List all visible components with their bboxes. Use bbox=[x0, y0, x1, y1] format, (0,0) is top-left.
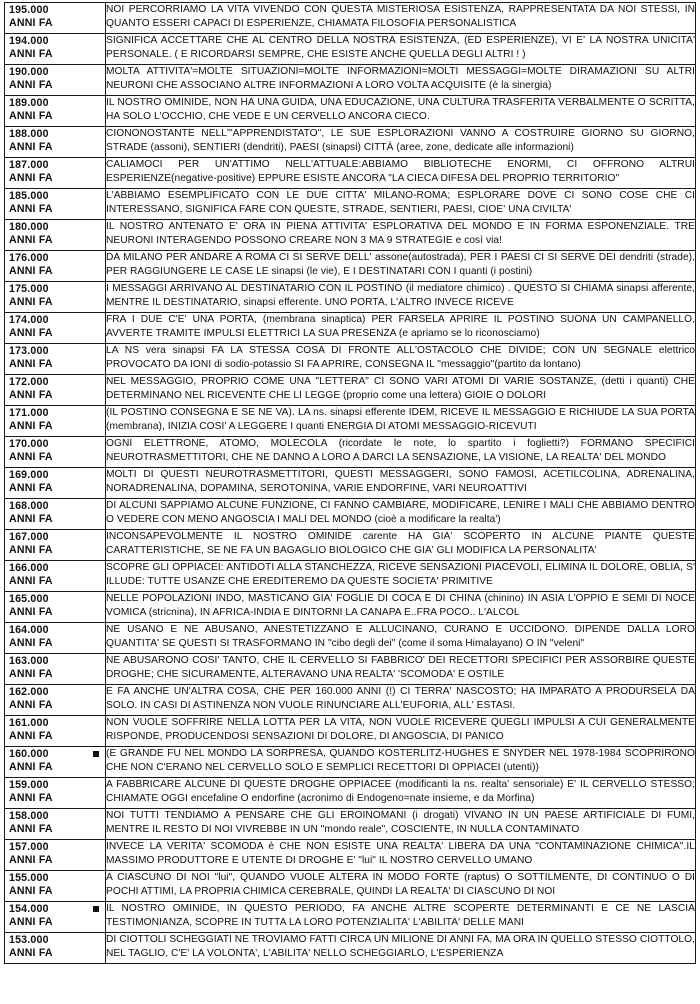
timeline-row bbox=[5, 375, 696, 406]
years-ago-label: ANNI FA bbox=[9, 265, 53, 277]
row-text: SCOPRE GLI OPPIACEI: ANTIDOTI ALLA STANCHEZZA, RICEVE SENSAZIONI PIACEVOLI, ELIMINA IL DOLORE, OBLIA, S' ILLUDE: TUTTE USANZE CHE EREDITEREMO DA QUESTE SOCIETA' PRIMITIVE bbox=[106, 562, 695, 587]
year-value: 162.000 bbox=[9, 686, 49, 698]
row-text: E FA ANCHE UN'ALTRA COSA, CHE PER 160.000 ANNI (!) CI TERRA' NASCOSTO; HA IMPARATO A PRODURSELA DA SOLO. IN CASI DI ASTINENZA NON VUOLE RINUNCIARE ALL'EUFORIA, ALL' ESTASI. bbox=[106, 686, 695, 711]
years-ago-label: ANNI FA bbox=[9, 327, 53, 339]
date-cell bbox=[5, 468, 106, 499]
timeline-row bbox=[5, 716, 696, 747]
text-cell bbox=[106, 158, 696, 189]
years-ago-label: ANNI FA bbox=[9, 761, 53, 773]
text-cell bbox=[106, 902, 696, 933]
years-ago-label: ANNI FA bbox=[9, 575, 53, 587]
row-text: NE ABUSARONO COSI' TANTO, CHE IL CERVELLO SI FABBRICO' DEI RECETTORI SPECIFICI PER ASSORBIRE QUESTE DROGHE; CHE SICURAMENTE, ALTERAVANO UNA REALTA' 'SCOMODA' E OSTILE bbox=[106, 655, 695, 680]
year-value: 176.000 bbox=[9, 252, 49, 264]
year-value: 180.000 bbox=[9, 221, 49, 233]
timeline-row bbox=[5, 809, 696, 840]
timeline-row bbox=[5, 623, 696, 654]
date-cell bbox=[5, 251, 106, 282]
row-text: NOI PERCORRIAMO LA VITA VIVENDO CON QUESTA MISTERIOSA ESISTENZA, RAPPRESENTATA DA NOI STESSI, IN QUANTO ESSERI CAPACI DI ESPERIENZE, CHIAMATA FILOSOFIA PERSONALISTICA bbox=[106, 4, 695, 29]
timeline-page bbox=[4, 2, 696, 964]
date-cell bbox=[5, 437, 106, 468]
date-cell bbox=[5, 623, 106, 654]
date-cell bbox=[5, 871, 106, 902]
year-value: 159.000 bbox=[9, 779, 49, 791]
date-cell bbox=[5, 344, 106, 375]
text-cell bbox=[106, 933, 696, 964]
timeline-row bbox=[5, 406, 696, 437]
date-cell bbox=[5, 654, 106, 685]
date-label bbox=[5, 561, 105, 591]
year-value: 190.000 bbox=[9, 66, 49, 78]
timeline-row bbox=[5, 127, 696, 158]
date-label bbox=[5, 282, 105, 312]
date-label bbox=[5, 158, 105, 188]
text-cell bbox=[106, 344, 696, 375]
date-cell bbox=[5, 3, 106, 34]
row-text: IL NOSTRO OMINIDE, IN QUESTO PERIODO, FA ANCHE ALTRE SCOPERTE DETERMINANTI E CE NE LASCIA TESTIMONIANZA, SCOPRE IN TUTTA LA LORO POTENZIALITA' L'ABILITA' DELLE MANI bbox=[106, 903, 695, 928]
row-text: IL NOSTRO ANTENATO E' ORA IN PIENA ATTIVITA' ESPLORATIVA DEL MONDO E IN FORMA ESPONENZIALE. TRE NEURONI INTERAGENDO POSSONO CREARE NON 3 MA 9 STRATEGIE e così via! bbox=[106, 221, 695, 246]
text-cell bbox=[106, 778, 696, 809]
years-ago-label: ANNI FA bbox=[9, 823, 53, 835]
row-text: (E GRANDE FU NEL MONDO LA SORPRESA, QUANDO KOSTERLITZ-HUGHES E SNYDER NEL 1978-1984 SCOPRIRONO CHE NON C'ERANO NEL CERVELLO SOLO E SEMPLICI RECETTORI DI OPPIACEI (utenti)) bbox=[106, 748, 695, 773]
date-label bbox=[5, 406, 105, 436]
row-text: DI CIOTTOLI SCHEGGIATI NE TROVIAMO FATTI CIRCA UN MILIONE DI ANNI FA, MA ORA IN QUELLO STESSO CIOTTOLO, NEL TAGLIO, C'E' LA VOLONTA', L'ABILITA' NELLO SCHEGGIARLO, L'ESPERIENZA bbox=[106, 934, 695, 959]
year-value: 170.000 bbox=[9, 438, 49, 450]
date-cell bbox=[5, 34, 106, 65]
timeline-row bbox=[5, 778, 696, 809]
timeline-row bbox=[5, 3, 696, 34]
text-cell bbox=[106, 189, 696, 220]
year-value: 163.000 bbox=[9, 655, 49, 667]
date-cell bbox=[5, 778, 106, 809]
text-cell bbox=[106, 375, 696, 406]
date-label bbox=[5, 902, 105, 932]
date-label bbox=[5, 375, 105, 405]
years-ago-label: ANNI FA bbox=[9, 172, 53, 184]
row-text: NON VUOLE SOFFRIRE NELLA LOTTA PER LA VITA, NON VUOLE RICEVERE QUEGLI IMPULSI A CUI GENERALMENTE RISPONDE, PRODUCENDOSI SENSAZIONI DI DOLORE, DI ANGOSCIA, DI PANICO bbox=[106, 717, 695, 742]
year-value: 171.000 bbox=[9, 407, 49, 419]
date-label bbox=[5, 220, 105, 250]
row-text: NELLE POPOLAZIONI INDO, MASTICANO GIA' FOGLIE DI COCA E DI CHINA (chinino) IN ASIA L'OPPIO E SEMI DI NOCE VOMICA (stricnina), IN AFRICA-INDIA E DINTORNI LA CANAPA E..FRA POCO.. L'ALCOL bbox=[106, 593, 695, 618]
years-ago-label: ANNI FA bbox=[9, 110, 53, 122]
date-cell bbox=[5, 158, 106, 189]
years-ago-label: ANNI FA bbox=[9, 48, 53, 60]
text-cell bbox=[106, 716, 696, 747]
timeline-row bbox=[5, 282, 696, 313]
date-cell bbox=[5, 716, 106, 747]
year-value: 158.000 bbox=[9, 810, 49, 822]
date-cell bbox=[5, 406, 106, 437]
timeline-row bbox=[5, 933, 696, 964]
square-bullet-icon bbox=[93, 751, 99, 757]
row-text: OGNI ELETTRONE, ATOMO, MOLECOLA (ricordate le note, lo spartito i foglietti?) FORMANO SPECIFICI NEUROTRASMETTITORI, CHE NE DANNO A LORO A DARCI LA SENSAZIONE, LA VISIONE, LA REALTA' DEL MONDO bbox=[106, 438, 695, 463]
timeline-row bbox=[5, 747, 696, 778]
text-cell bbox=[106, 592, 696, 623]
timeline-row bbox=[5, 468, 696, 499]
years-ago-label: ANNI FA bbox=[9, 296, 53, 308]
date-label bbox=[5, 716, 105, 746]
text-cell bbox=[106, 809, 696, 840]
text-cell bbox=[106, 406, 696, 437]
text-cell bbox=[106, 127, 696, 158]
timeline-row bbox=[5, 561, 696, 592]
date-label bbox=[5, 344, 105, 374]
timeline-row bbox=[5, 251, 696, 282]
years-ago-label: ANNI FA bbox=[9, 637, 53, 649]
timeline-row bbox=[5, 34, 696, 65]
text-cell bbox=[106, 654, 696, 685]
date-cell bbox=[5, 592, 106, 623]
date-label bbox=[5, 933, 105, 963]
years-ago-label: ANNI FA bbox=[9, 606, 53, 618]
text-cell bbox=[106, 530, 696, 561]
row-text: NEL MESSAGGIO, PROPRIO COME UNA "LETTERA" CI SONO VARI ATOMI DI VARIE SOSTANZE, (detti i quanti) CHE DETERMINANO NEL RICEVENTE CHE LI LEGGE (proprio come una lettera) GIOIE O DOLORI bbox=[106, 376, 695, 401]
date-cell bbox=[5, 685, 106, 716]
row-text: NOI TUTTI TENDIAMO A PENSARE CHE GLI EROINOMANI (i drogati) VIVANO IN UN PAESE ARTIFICIALE DI FUMI, MENTRE IL RESTO DI NOI VIVREBBE IN UN "mondo reale", COSCIENTE, IN NULLA CONTAMINATO bbox=[106, 810, 695, 835]
date-cell bbox=[5, 561, 106, 592]
years-ago-label: ANNI FA bbox=[9, 792, 53, 804]
row-text: IL NOSTRO OMINIDE, NON HA UNA GUIDA, UNA EDUCAZIONE, UNA CULTURA TRASFERITA VERBALMENTE O SCRITTA, HA SOLO L'OCCHIO, CHE VEDE E UN CERVELLO ANCORA CIECO. bbox=[106, 97, 695, 122]
years-ago-label: ANNI FA bbox=[9, 947, 53, 959]
timeline-row bbox=[5, 437, 696, 468]
date-label bbox=[5, 65, 105, 95]
year-value: 195.000 bbox=[9, 4, 49, 16]
years-ago-label: ANNI FA bbox=[9, 234, 53, 246]
row-text: FRA I DUE C'E' UNA PORTA, (membrana sinaptica) PER FARSELA APRIRE IL POSTINO SUONA UN CAMPANELLO, AVVERTE TRAMITE IMPULSI ELETTRICI LA SUA PRESENZA (e apriamo se lo riconosciamo) bbox=[106, 314, 695, 339]
years-ago-label: ANNI FA bbox=[9, 141, 53, 153]
date-label bbox=[5, 530, 105, 560]
year-value: 188.000 bbox=[9, 128, 49, 140]
date-cell bbox=[5, 933, 106, 964]
row-text: I MESSAGGI ARRIVANO AL DESTINATARIO CON IL POSTINO (il mediatore chimico) . QUESTO SI CHIAMA sinapsi afferente, MENTRE IL DESTINATARIO, sinapsi efferente. UNO PORTA, L'ALTRO INVECE RICEVE bbox=[106, 283, 695, 308]
year-value: 173.000 bbox=[9, 345, 49, 357]
year-value: 172.000 bbox=[9, 376, 49, 388]
timeline-row bbox=[5, 96, 696, 127]
years-ago-label: ANNI FA bbox=[9, 544, 53, 556]
text-cell bbox=[106, 65, 696, 96]
date-cell bbox=[5, 65, 106, 96]
timeline-row bbox=[5, 189, 696, 220]
timeline-row bbox=[5, 530, 696, 561]
date-label bbox=[5, 251, 105, 281]
row-text: SIGNIFICA ACCETTARE CHE AL CENTRO DELLA NOSTRA ESISTENZA, (ED ESPERIENZE), VI E' LA NOSTRA UNICITA' PERSONALE. ( E RICORDARSI SEMPRE, CHE ESISTE ANCHE QUELLA DEGLI ALTRI ! ) bbox=[106, 35, 695, 60]
timeline-row bbox=[5, 685, 696, 716]
row-text: INVECE LA VERITA' SCOMODA è CHE NON ESISTE UNA REALTA' LIBERA DA UNA "CONTAMINAZIONE CHIMICA".IL MASSIMO PRODUTTORE E UTENTE DI DROGHE E' "lui" IL NOSTRO CERVELLO UMANO bbox=[106, 841, 695, 866]
timeline-row bbox=[5, 654, 696, 685]
year-value: 194.000 bbox=[9, 35, 49, 47]
year-value: 155.000 bbox=[9, 872, 49, 884]
row-text: NE USANO E NE ABUSANO, ANESTETIZZANO E ALLUCINANO, CURANO E UCCIDONO. DIPENDE DALLA LORO QUANTITA' SE QUESTI SI TRASFORMANO IN "cibo degli dei" (come il soma Himalayano) O IN "veleni" bbox=[106, 624, 695, 649]
date-label bbox=[5, 809, 105, 839]
date-cell bbox=[5, 809, 106, 840]
text-cell bbox=[106, 313, 696, 344]
date-cell bbox=[5, 747, 106, 778]
years-ago-label: ANNI FA bbox=[9, 668, 53, 680]
text-cell bbox=[106, 561, 696, 592]
year-value: 160.000 bbox=[9, 748, 49, 760]
years-ago-label: ANNI FA bbox=[9, 482, 53, 494]
text-cell bbox=[106, 840, 696, 871]
years-ago-label: ANNI FA bbox=[9, 699, 53, 711]
date-cell bbox=[5, 96, 106, 127]
year-value: 174.000 bbox=[9, 314, 49, 326]
row-text: CALIAMOCI PER UN'ATTIMO NELL'ATTUALE:ABBIAMO BIBLIOTECHE ENORMI, CI OFFRONO ALTRUI ESPERIENZE(negative-positive) EPPURE ESISTE ANCORA "LA CIECA DIFESA DEL PROPRIO TERRITORIO" bbox=[106, 159, 695, 184]
date-cell bbox=[5, 902, 106, 933]
year-value: 165.000 bbox=[9, 593, 49, 605]
text-cell bbox=[106, 623, 696, 654]
years-ago-label: ANNI FA bbox=[9, 389, 53, 401]
date-cell bbox=[5, 530, 106, 561]
row-text: A CIASCUNO DI NOI "lui", QUANDO VUOLE ALTERA IN MODO FORTE (raptus) O SOTTILMENTE, DI CONTINUO O DI POCHI ATTIMI, LA PROPRIA CHIMICA CEREBRALE, QUINDI LA REALTA' DI CIASCUNO DI NOI bbox=[106, 872, 695, 897]
date-cell bbox=[5, 499, 106, 530]
year-value: 154.000 bbox=[9, 903, 49, 915]
year-value: 175.000 bbox=[9, 283, 49, 295]
date-cell bbox=[5, 840, 106, 871]
year-value: 164.000 bbox=[9, 624, 49, 636]
year-value: 169.000 bbox=[9, 469, 49, 481]
row-text: MOLTI DI QUESTI NEUROTRASMETTITORI, QUESTI MESSAGGERI, SONO FAMOSI, ACETILCOLINA, ADRENALINA, NORADRENALINA, DOPAMINA, SEROTONINA, VARIE ENDORFINE, VARI NEUROATTIVI bbox=[106, 469, 695, 494]
date-cell bbox=[5, 189, 106, 220]
timeline-row bbox=[5, 220, 696, 251]
years-ago-label: ANNI FA bbox=[9, 854, 53, 866]
year-value: 185.000 bbox=[9, 190, 49, 202]
date-cell bbox=[5, 127, 106, 158]
years-ago-label: ANNI FA bbox=[9, 451, 53, 463]
date-cell bbox=[5, 220, 106, 251]
years-ago-label: ANNI FA bbox=[9, 730, 53, 742]
date-label bbox=[5, 127, 105, 157]
years-ago-label: ANNI FA bbox=[9, 203, 53, 215]
year-value: 167.000 bbox=[9, 531, 49, 543]
date-label bbox=[5, 96, 105, 126]
timeline-table bbox=[4, 2, 696, 964]
date-label bbox=[5, 654, 105, 684]
text-cell bbox=[106, 282, 696, 313]
years-ago-label: ANNI FA bbox=[9, 17, 53, 29]
years-ago-label: ANNI FA bbox=[9, 916, 53, 928]
date-label bbox=[5, 623, 105, 653]
years-ago-label: ANNI FA bbox=[9, 358, 53, 370]
text-cell bbox=[106, 747, 696, 778]
date-label bbox=[5, 747, 105, 777]
year-value: 153.000 bbox=[9, 934, 49, 946]
years-ago-label: ANNI FA bbox=[9, 420, 53, 432]
date-label bbox=[5, 778, 105, 808]
text-cell bbox=[106, 34, 696, 65]
row-text: L'ABBIAMO ESEMPLIFICATO CON LE DUE CITTA' MILANO-ROMA; ESPLORARE DOVE CI SONO COSE CHE CI INTERESSANO, SIGNIFICA FARE CON QUESTE, STRADE, SENTIERI, PAESI, CIOE' UNA CIVILTA' bbox=[106, 190, 695, 215]
text-cell bbox=[106, 499, 696, 530]
timeline-row bbox=[5, 313, 696, 344]
timeline-row bbox=[5, 344, 696, 375]
timeline-row bbox=[5, 902, 696, 933]
date-label bbox=[5, 189, 105, 219]
text-cell bbox=[106, 437, 696, 468]
row-text: MOLTA ATTIVITA'=MOLTE SITUAZIONI=MOLTE INFORMAZIONI=MOLTI MESSAGGI=MOLTE DIRAMAZIONI SU ALTRI NEURONI CHE ASSOCIANO ALTRE INFORMAZIONI A LORO VOLTA ACQUISITE (è la sinergia) bbox=[106, 66, 695, 91]
date-label bbox=[5, 313, 105, 343]
date-label bbox=[5, 3, 105, 33]
row-text: INCONSAPEVOLMENTE IL NOSTRO OMINIDE carente HA GIA' SCOPERTO IN ALCUNE PIANTE QUESTE CARATTERISTICHE, SE NE FA UN BAGAGLIO BIOLOGICO CHE GIA' GLI MODIFICA LA PERSONALITA' bbox=[106, 531, 695, 556]
year-value: 161.000 bbox=[9, 717, 49, 729]
row-text: LA NS vera sinapsi FA LA STESSA COSA DI FRONTE ALL'OSTACOLO CHE DIVIDE; CON UN SEGNALE elettrico PROVOCATO DA IONI di sodio-potassio SI FA APRIRE, CONSEGNA IL "messaggio"(partito da lontano) bbox=[106, 345, 695, 370]
timeline-row bbox=[5, 840, 696, 871]
text-cell bbox=[106, 468, 696, 499]
year-value: 157.000 bbox=[9, 841, 49, 853]
date-cell bbox=[5, 375, 106, 406]
row-text: CIONONOSTANTE NELL'"APPRENDISTATO", LE SUE ESPLORAZIONI VANNO A COSTRUIRE GIORNO SU GIORNO, STRADE (assoni), SENTIERI (dendriti), PAESI (sinapsi) CITTÀ (aree, zone, dedicate alle informazioni) bbox=[106, 128, 695, 153]
years-ago-label: ANNI FA bbox=[9, 513, 53, 525]
row-text: A FABBRICARE ALCUNE DI QUESTE DROGHE OPPIACEE (modificanti la ns. realta' sensoriale) E' IL CERVELLO STESSO; CHIAMATE OGGI encefaline O endorfine (acronimo di Endogeno=nate insieme, e da Morfina) bbox=[106, 779, 695, 804]
row-text: DI ALCUNI SAPPIAMO ALCUNE FUNZIONE, CI FANNO CAMBIARE, MODIFICARE, LENIRE I MALI CHE ABBIAMO DENTRO O VEDERE CON MENO ANGOSCIA I MALI DEL MONDO (cioè a modificare la realta') bbox=[106, 500, 695, 525]
year-value: 166.000 bbox=[9, 562, 49, 574]
timeline-row bbox=[5, 158, 696, 189]
date-label bbox=[5, 437, 105, 467]
text-cell bbox=[106, 220, 696, 251]
timeline-rows bbox=[5, 3, 696, 964]
date-label bbox=[5, 592, 105, 622]
row-text: DA MILANO PER ANDARE A ROMA CI SI SERVE DELL' assone(autostrada), PER I PAESI CI SI SERVE DEI dendriti (strade), PER RAGGIUNGERE LE CASE LE sinapsi (le vie), E I DESTINATARI CON I quanti (i postini) bbox=[106, 252, 695, 277]
years-ago-label: ANNI FA bbox=[9, 885, 53, 897]
year-value: 168.000 bbox=[9, 500, 49, 512]
years-ago-label: ANNI FA bbox=[9, 79, 53, 91]
year-value: 187.000 bbox=[9, 159, 49, 171]
text-cell bbox=[106, 685, 696, 716]
text-cell bbox=[106, 871, 696, 902]
text-cell bbox=[106, 96, 696, 127]
date-label bbox=[5, 499, 105, 529]
timeline-row bbox=[5, 871, 696, 902]
date-label bbox=[5, 34, 105, 64]
timeline-row bbox=[5, 65, 696, 96]
date-label bbox=[5, 871, 105, 901]
date-label bbox=[5, 685, 105, 715]
text-cell bbox=[106, 3, 696, 34]
square-bullet-icon bbox=[93, 906, 99, 912]
text-cell bbox=[106, 251, 696, 282]
row-text: (IL POSTINO CONSEGNA E SE NE VA). LA ns. sinapsi efferente IDEM, RICEVE IL MESSAGGIO E RICHIUDE LA SUA PORTA (membrana), INIZIA COSI' A LEGGERE I quanti ENERGIA DI ATOMI MESSAGGIO-RICEVUTI bbox=[106, 407, 695, 432]
date-cell bbox=[5, 282, 106, 313]
date-label bbox=[5, 840, 105, 870]
timeline-row bbox=[5, 592, 696, 623]
year-value: 189.000 bbox=[9, 97, 49, 109]
timeline-row bbox=[5, 499, 696, 530]
date-label bbox=[5, 468, 105, 498]
date-cell bbox=[5, 313, 106, 344]
